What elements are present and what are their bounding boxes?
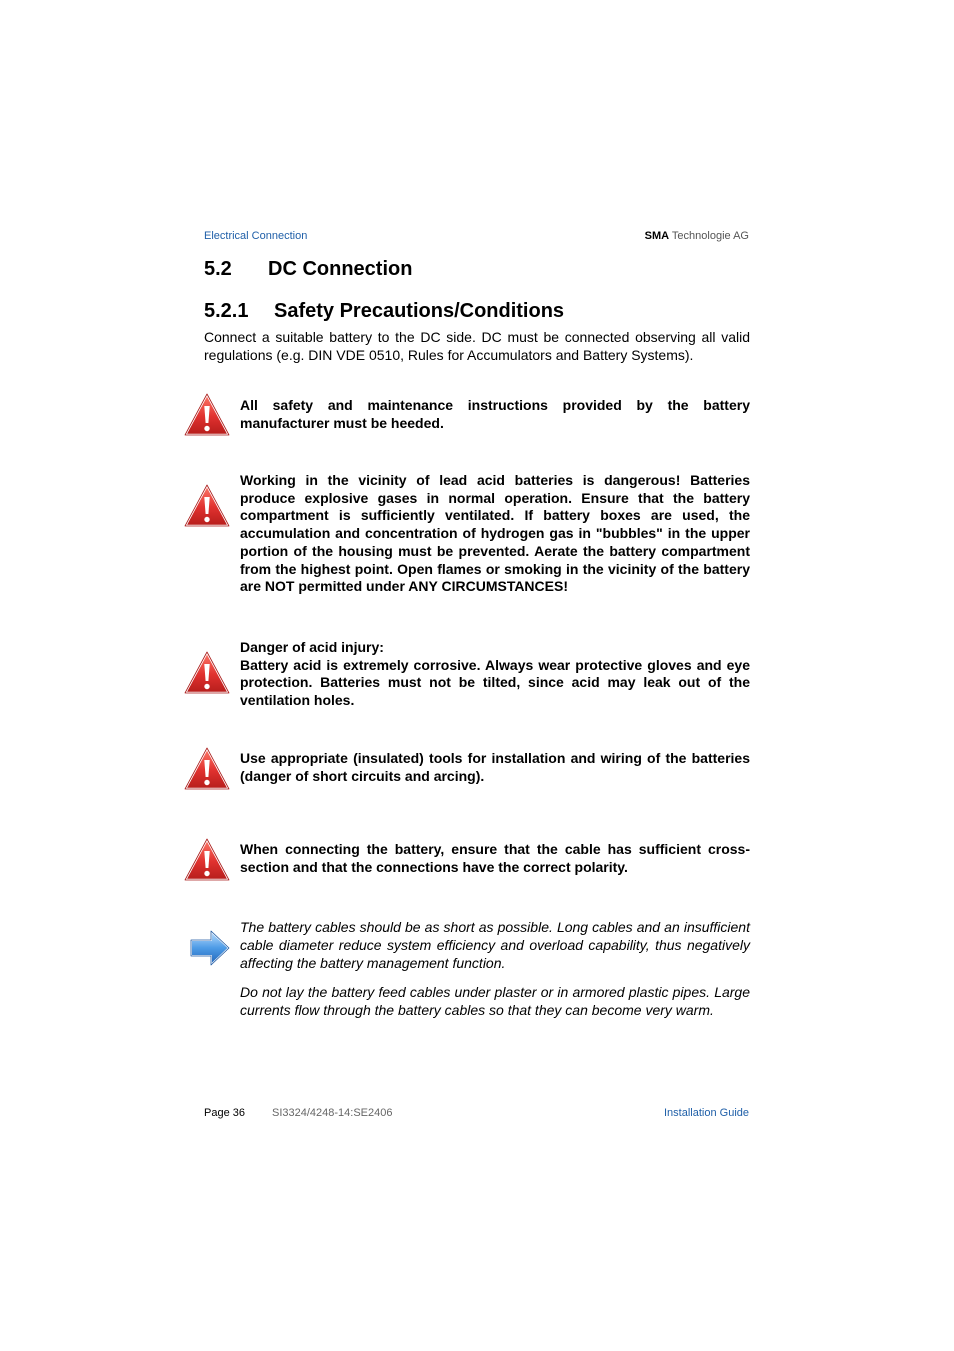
- warning-title-3: Danger of acid injury:: [240, 639, 384, 655]
- header-section-title: Electrical Connection: [204, 230, 308, 242]
- header-company: [645, 230, 749, 242]
- page-number: Page 36: [204, 1107, 245, 1119]
- warning-triangle-icon: [183, 392, 231, 438]
- warning-text-3: Battery acid is extremely corrosive. Always wear protective gloves and eye protection. Batteries must not be tilted, since acid may leak out of the ventilation holes.: [240, 656, 750, 709]
- document-id: SI3324/4248-14:SE2406: [272, 1107, 393, 1119]
- subsection-number: 5.2.1: [204, 300, 249, 322]
- warning-triangle-icon: [183, 746, 231, 792]
- section-number: 5.2: [204, 258, 232, 280]
- warning-triangle-icon: [183, 650, 231, 696]
- warning-text-5: When connecting the battery, ensure that the cable has sufficient cross-section and that the connections have the correct polarity.: [240, 841, 750, 875]
- section-title: DC Connection: [268, 258, 413, 280]
- subsection-heading: [204, 300, 564, 323]
- warning-block-3: [240, 639, 750, 710]
- subsection-title: Safety Precautions/Conditions: [274, 300, 565, 322]
- warning-text-4: Use appropriate (insulated) tools for installation and wiring of the batteries (danger of short circuits and arcing).: [240, 750, 750, 784]
- company-brand: SMA: [644, 230, 670, 242]
- note-paragraph-1: The battery cables should be as short as possible. Long cables and an insufficient cable diameter reduce system efficiency and overload capability, thus negatively affecting the battery management function.: [240, 919, 750, 971]
- arrow-right-icon: [189, 929, 231, 967]
- footer-guide-title: Installation Guide: [664, 1107, 749, 1119]
- note-paragraph-2: Do not lay the battery feed cables under plaster or in armored plastic pipes. Large currents flow through the battery cables so that they can become very warm.: [240, 984, 750, 1018]
- warning-triangle-icon: [183, 837, 231, 883]
- warning-triangle-icon: [183, 483, 231, 529]
- company-name-rest: Technologie AG: [669, 230, 749, 242]
- intro-paragraph: Connect a suitable battery to the DC side. DC must be connected observing all valid regulations (e.g. DIN VDE 0510, Rules for Accumulators and Battery Systems).: [204, 329, 750, 363]
- section-heading: [204, 258, 412, 281]
- warning-text-1: All safety and maintenance instructions provided by the battery manufacturer must be heeded.: [240, 397, 750, 431]
- warning-text-2: Working in the vicinity of lead acid batteries is dangerous! Batteries produce explosive gases in normal operation. Ensure that the battery compartment is sufficiently ventilated. If battery boxes are used, the accumulation and concentration of hydrogen gas in "bubbles" in the upper portion of the housing must be prevented. Aerate the battery compartment from the highest point. Open flames or smoking in the vicinity of the battery are NOT permitted under ANY CIRCUMSTANCES!: [240, 472, 750, 595]
